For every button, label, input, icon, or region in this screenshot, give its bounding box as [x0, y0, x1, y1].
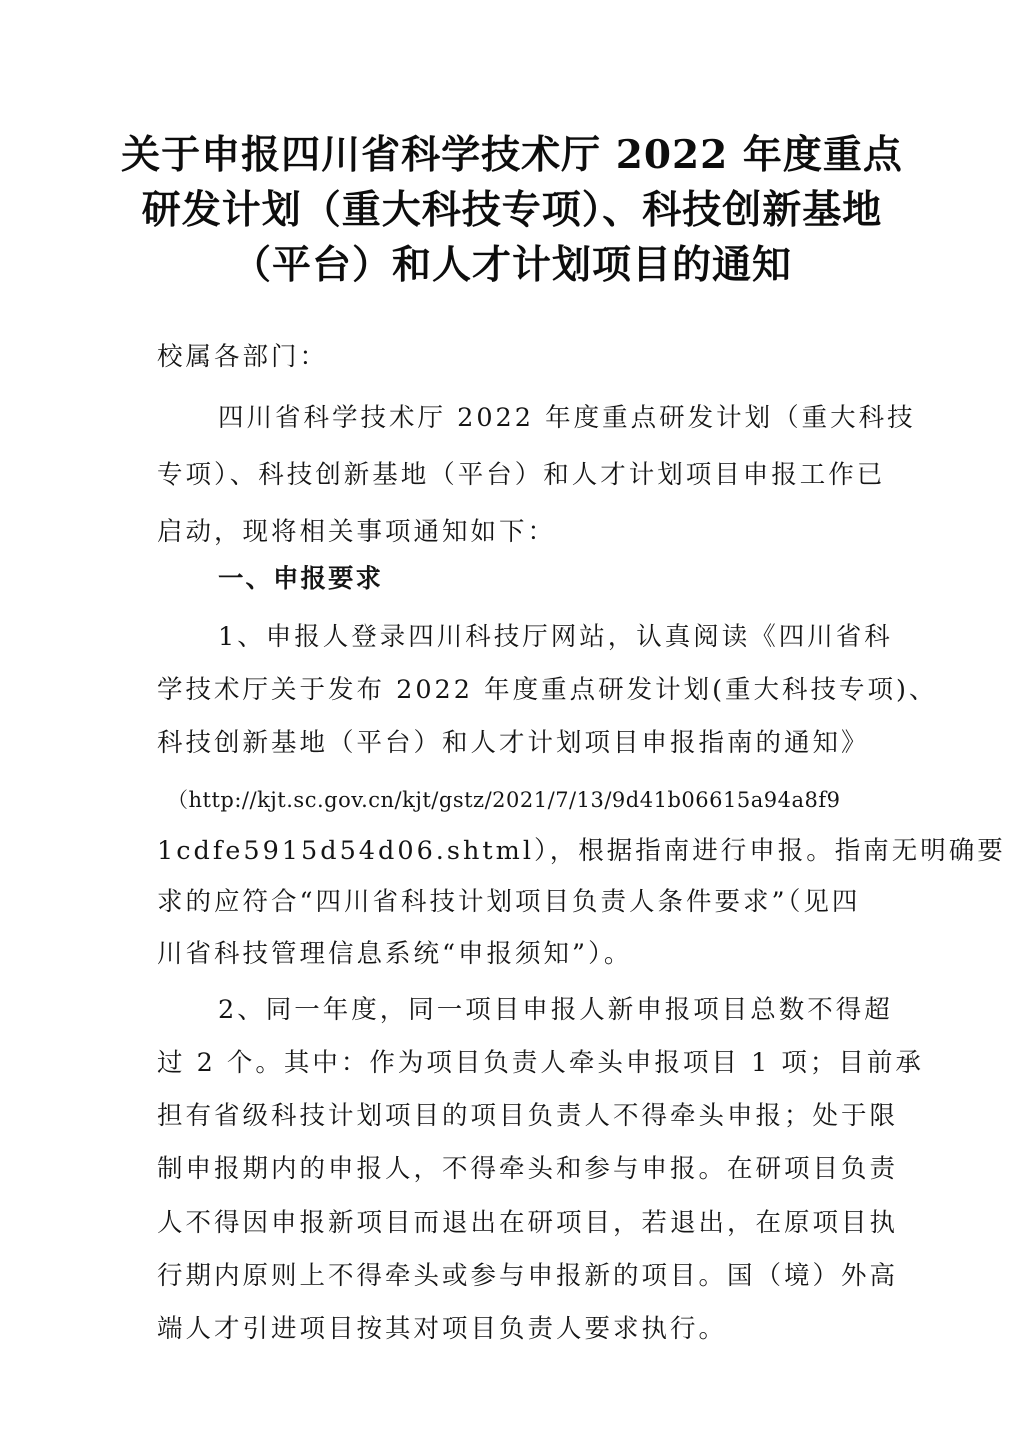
item2-line-1: 2、同一年度，同一项目申报人新申报项目总数不得超: [218, 995, 893, 1025]
item1-url-line: （http://kjt.sc.gov.cn/kjt/gstz/2021/7/13/9d41b06615a94a8f9: [167, 788, 841, 812]
intro-line-3: 启动，现将相关事项通知如下：: [157, 517, 557, 547]
document-title: [110, 128, 914, 293]
section-heading-1: 一、申报要求: [218, 564, 384, 594]
salutation: 校属各部门：: [157, 342, 329, 372]
item1-line-2: 学技术厅关于发布 2022 年度重点研发计划(重大科技专项)、: [157, 675, 938, 705]
title-line-1: 关于申报四川省科学技术厅 2022 年度重点: [121, 132, 903, 178]
item1-line-1: 1、申报人登录四川科技厅网站，认真阅读《四川省科: [218, 622, 893, 652]
item2-line-3: 担有省级科技计划项目的项目负责人不得牵头申报；处于限: [157, 1101, 899, 1131]
item2-line-6: 行期内原则上不得牵头或参与申报新的项目。国（境）外高: [157, 1261, 899, 1291]
item2-line-7: 端人才引进项目按其对项目负责人要求执行。: [157, 1314, 728, 1344]
item1-line-3: 科技创新基地（平台）和人才计划项目申报指南的通知》: [157, 728, 870, 758]
item1-line-7: 川省科技管理信息系统“申报须知”）。: [157, 939, 633, 969]
intro-line-2: 专项）、科技创新基地（平台）和人才计划项目申报工作已: [157, 460, 886, 490]
intro-line-1: 四川省科学技术厅 2022 年度重点研发计划（重大科技: [218, 403, 916, 433]
item2-line-4: 制申报期内的申报人，不得牵头和参与申报。在研项目负责: [157, 1154, 899, 1184]
title-line-3: （平台）和人才计划项目的通知: [231, 242, 792, 288]
item2-line-2: 过 2 个。其中：作为项目负责人牵头申报项目 1 项；目前承: [157, 1048, 924, 1078]
item1-line-6: 求的应符合“四川省科技计划项目负责人条件要求”（见四: [157, 887, 861, 917]
item1-line-5: 1cdfe5915d54d06.shtml），根据指南进行申报。指南无明确要: [157, 836, 1006, 866]
item2-line-5: 人不得因申报新项目而退出在研项目，若退出，在原项目执: [157, 1208, 899, 1238]
title-line-2: 研发计划（重大科技专项）、科技创新基地: [141, 187, 883, 233]
